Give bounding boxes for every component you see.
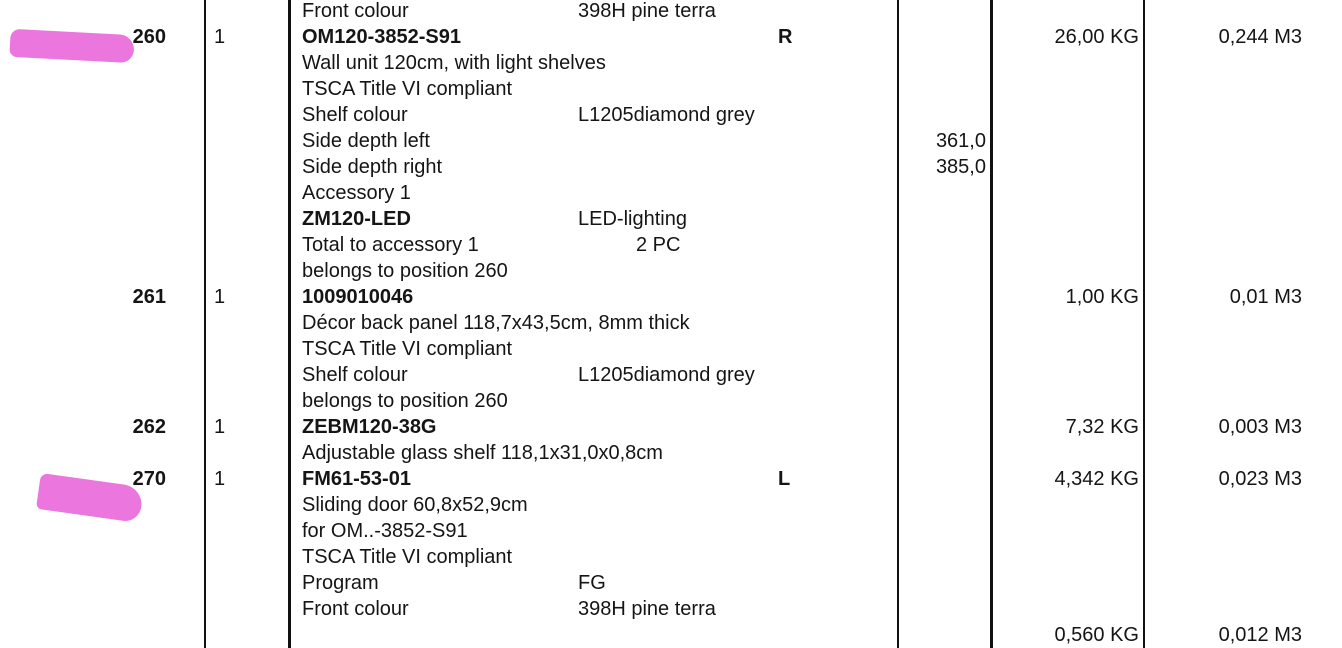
- cell-weight: 1,00 KG: [1065, 286, 1139, 308]
- line-text: Shelf colour: [302, 104, 408, 126]
- cell-code: ZEBM120-38G: [302, 416, 437, 438]
- line-text: TSCA Title VI compliant: [302, 78, 513, 100]
- line-text: belongs to position 260: [302, 390, 508, 412]
- line-text: Sliding door 60,8x52,9cm: [302, 494, 528, 516]
- line-text: Front colour: [302, 598, 409, 620]
- cell-side: R: [778, 26, 793, 48]
- cell-pos: 261: [132, 286, 166, 308]
- cell-volume: 0,012 M3: [1218, 624, 1302, 646]
- line-text: belongs to position 260: [302, 260, 508, 282]
- cell-weight: 4,342 KG: [1054, 468, 1139, 490]
- line-code: ZM120-LED: [302, 208, 411, 230]
- line-text: Side depth left: [302, 130, 430, 152]
- cell-code: FM61-53-01: [302, 468, 411, 490]
- cell-code: 1009010046: [302, 286, 414, 308]
- line-text: Adjustable glass shelf 118,1x31,0x0,8cm: [302, 442, 663, 464]
- column-divider-qty: [204, 0, 206, 648]
- line-text: Program: [302, 572, 379, 594]
- cell-qty: 1: [214, 26, 226, 48]
- column-divider-description: [288, 0, 291, 648]
- cell-side: L: [778, 468, 791, 490]
- line-option: FG: [578, 572, 606, 594]
- line-text: Side depth right: [302, 156, 443, 178]
- line-text: for OM..-3852-S91: [302, 520, 468, 542]
- line-text: Total to accessory 1: [302, 234, 479, 256]
- line-option: 398H pine terra: [578, 0, 716, 22]
- line-option: 398H pine terra: [578, 598, 716, 620]
- line-text: Front colour: [302, 0, 409, 22]
- line-text: Décor back panel 118,7x43,5cm, 8mm thick: [302, 312, 690, 334]
- cell-pos: 262: [132, 416, 166, 438]
- cell-pos: 270: [132, 468, 166, 490]
- line-text: TSCA Title VI compliant: [302, 546, 513, 568]
- cell-volume: 0,003 M3: [1218, 416, 1302, 438]
- line-option: L1205diamond grey: [578, 104, 755, 126]
- line-measure: 385,0: [935, 156, 986, 178]
- cell-volume: 0,01 M3: [1229, 286, 1302, 308]
- line-text: Wall unit 120cm, with light shelves: [302, 52, 606, 74]
- line-qty2: 2 PC: [636, 234, 681, 256]
- cell-qty: 1: [214, 468, 226, 490]
- line-measure: 361,0: [935, 130, 986, 152]
- cell-weight: 26,00 KG: [1054, 26, 1139, 48]
- cell-code: OM120-3852-S91: [302, 26, 461, 48]
- line-option: L1205diamond grey: [578, 364, 755, 386]
- cell-qty: 1: [214, 286, 226, 308]
- line-text: Accessory 1: [302, 182, 411, 204]
- cell-pos: 260: [132, 26, 166, 48]
- cell-volume: 0,023 M3: [1218, 468, 1302, 490]
- column-divider-measure: [897, 0, 899, 648]
- line-text: TSCA Title VI compliant: [302, 338, 513, 360]
- cell-weight: 0,560 KG: [1054, 624, 1139, 646]
- cell-weight: 7,32 KG: [1065, 416, 1139, 438]
- cell-qty: 1: [214, 416, 226, 438]
- column-divider-volume: [1143, 0, 1145, 648]
- cell-volume: 0,244 M3: [1218, 26, 1302, 48]
- line-option: LED-lighting: [578, 208, 687, 230]
- column-divider-weight: [990, 0, 993, 648]
- line-text: Shelf colour: [302, 364, 408, 386]
